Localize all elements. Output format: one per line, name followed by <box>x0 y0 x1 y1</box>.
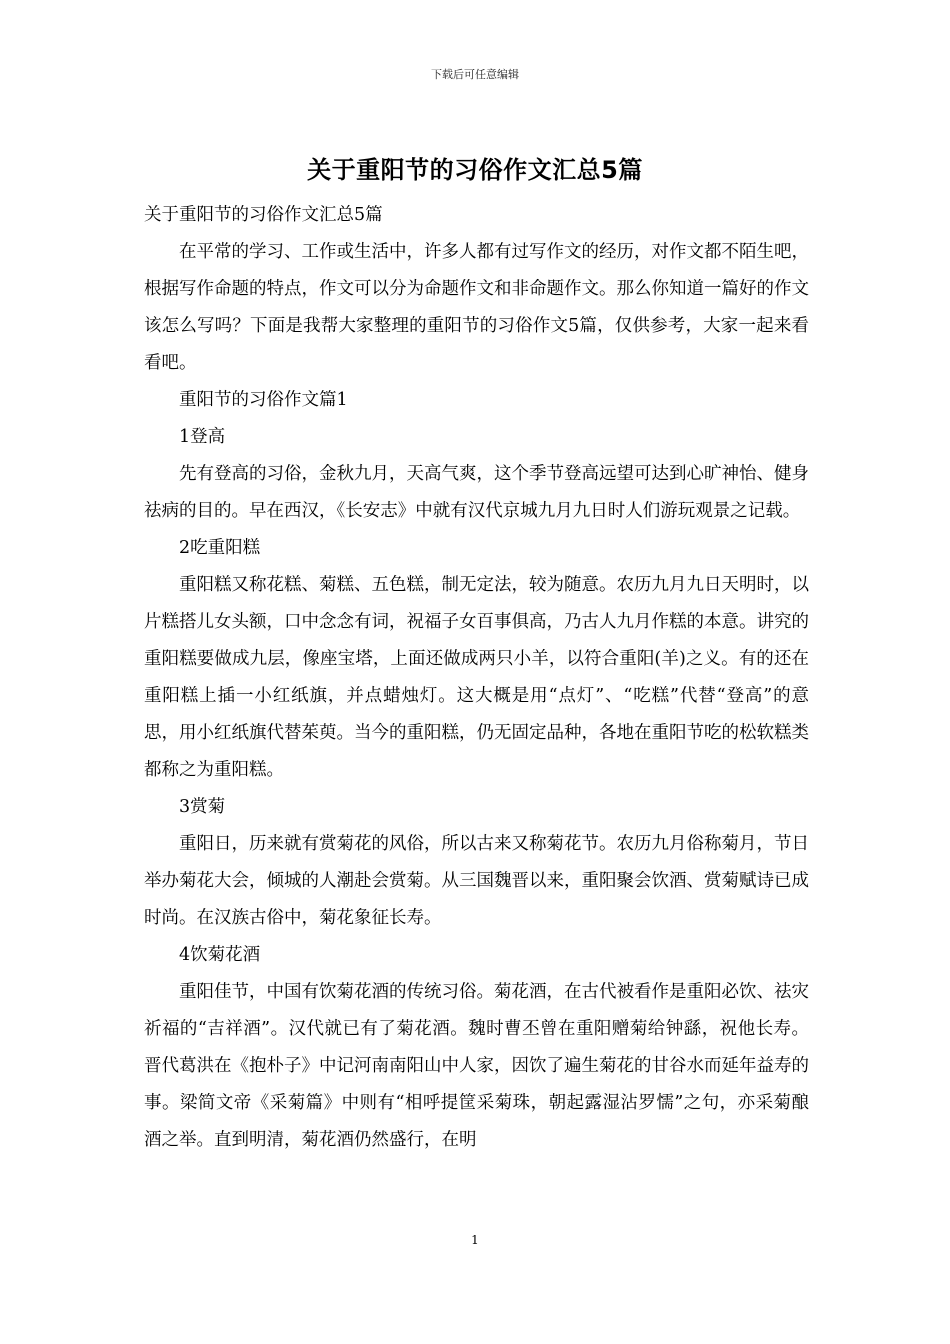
section-body-cake: 重阳糕又称花糕、菊糕、五色糕，制无定法，较为随意。农历九月九日天明时，以片糕搭儿女头额，口中念念有词，祝福子女百事俱高，乃古人九月作糕的本意。讲究的重阳糕要做成九层，像座宝塔，上面还做成两只小羊，以符合重阳(羊)之义。有的还在重阳糕上插一小红纸旗，并点蜡烛灯。这大概是用“点灯”、“吃糕”代替“登高”的意思，用小红纸旗代替茱萸。当今的重阳糕，仍无固定品种，各地在重阳节吃的松软糕类都称之为重阳糕。 <box>144 575 809 780</box>
section-heading-cake: 2吃重阳糕 <box>179 538 261 558</box>
intro-paragraph: 在平常的学习、工作或生活中，许多人都有过写作文的经历，对作文都不陌生吧，根据写作命题的特点，作文可以分为命题作文和非命题作文。那么你知道一篇好的作文该怎么写吗？下面是我帮大家整理的重阳节的习俗作文5篇，仅供参考，大家一起来看看吧。 <box>144 242 809 373</box>
section-heading-wine: 4饮菊花酒 <box>179 945 261 965</box>
section-heading-climbing: 1登高 <box>179 427 226 447</box>
page-header-note: 下载后可任意编辑 <box>431 68 519 81</box>
document-body <box>144 197 809 1159</box>
section-body-wine: 重阳佳节，中国有饮菊花酒的传统习俗。菊花酒，在古代被看作是重阳必饮、祛灾祈福的“吉祥酒”。汉代就已有了菊花酒。魏时曹丕曾在重阳赠菊给钟繇，祝他长寿。晋代葛洪在《抱朴子》中记河南南阳山中人家，因饮了遍生菊花的甘谷水而延年益寿的事。梁简文帝《采菊篇》中则有“相呼提筐采菊珠，朝起露湿沾罗懦”之句，亦采菊酿酒之举。直到明清，菊花酒仍然盛行，在明 <box>144 982 809 1150</box>
essay-heading: 重阳节的习俗作文篇1 <box>179 390 348 410</box>
page-number: 1 <box>471 1233 479 1247</box>
section-body-chrysanthemum: 重阳日，历来就有赏菊花的风俗，所以古来又称菊花节。农历九月俗称菊月，节日举办菊花大会，倾城的人潮赴会赏菊。从三国魏晋以来，重阳聚会饮酒、赏菊赋诗已成时尚。在汉族古俗中，菊花象征长寿。 <box>144 834 809 928</box>
subtitle-paragraph: 关于重阳节的习俗作文汇总5篇 <box>144 205 383 225</box>
section-heading-chrysanthemum: 3赏菊 <box>179 797 226 817</box>
document-title: 关于重阳节的习俗作文汇总5篇 <box>307 156 643 184</box>
section-body-climbing: 先有登高的习俗，金秋九月，天高气爽，这个季节登高远望可达到心旷神怡、健身祛病的目的。早在西汉，《长安志》中就有汉代京城九月九日时人们游玩观景之记载。 <box>144 464 809 521</box>
